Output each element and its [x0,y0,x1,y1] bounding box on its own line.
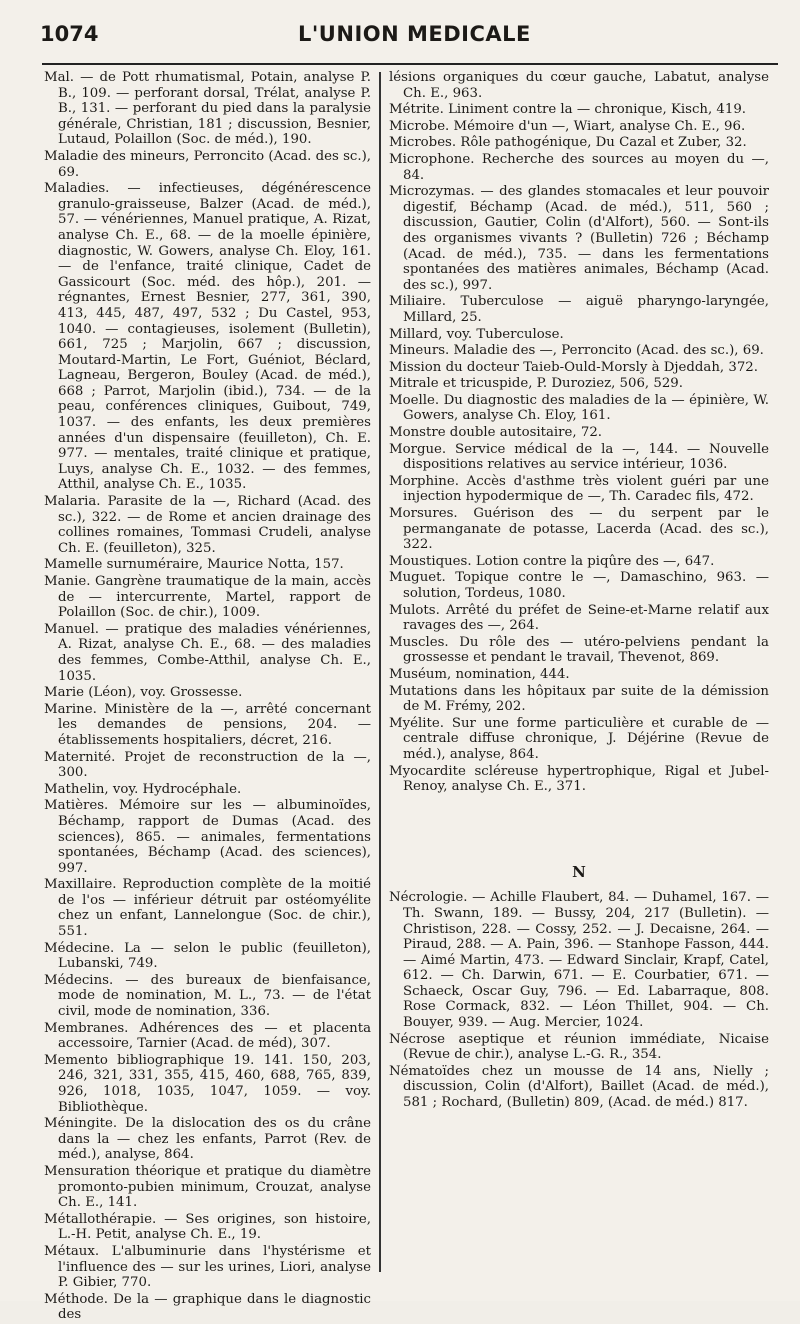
index-entry: lésions organiques du cœur gauche, Labatut, analyse Ch. E., 963. [389,70,769,101]
index-entry: Médecine. La — selon le public (feuilleton), Lubanski, 749. [44,940,371,972]
index-entry: Nématoïdes chez un mousse de 14 ans, Nielly ; discussion, Colin (d'Alfort), Baillet (Acad. de méd.), 581 ; Rochard, (Bulletin) 809, (Acad. de méd.) 817. [389,1063,769,1111]
index-entry: Métaux. L'albuminurie dans l'hystérisme et l'influence des — sur les urines, Liori, analyse P. Gibier, 770. [44,1243,371,1291]
index-entry: Morgue. Service médical de la —, 144. — Nouvelle dispositions relatives au service intérieur, 1036. [389,441,769,473]
index-entry: Muscles. Du rôle des — utéro-pelviens pendant la grossesse et pendant le travail, Thevenot, 869. [389,634,769,666]
index-entry: Méningite. De la dislocation des os du crâne dans la — chez les enfants, Parrot (Rev. de méd.), analyse, 864. [44,1116,371,1163]
page-number: 1074 [40,22,99,46]
index-entry: Membranes. Adhérences des — et placenta accessoire, Tarnier (Acad. de méd), 307. [44,1020,371,1052]
index-entry: Matières. Mémoire sur les — albuminoïdes, Béchamp, rapport de Dumas (Acad. des sciences), 865. — animales, fermentations spontanées, Béchamp (Acad. des sciences), 997. [44,798,371,876]
index-entry: Microphone. Recherche des sources au moyen du —, 84. [389,151,769,183]
index-entry: Myocardite scléreuse hypertrophique, Rigal et Jubel-Renoy, analyse Ch. E., 371. [389,763,769,795]
index-entry: Morsures. Guérison des — du serpent par le permanganate de potasse, Lacerda (Acad. des sc.), 322. [389,506,769,553]
index-entry: Maladie des mineurs, Perroncito (Acad. des sc.), 69. [44,148,371,180]
index-entry: Malaria. Parasite de la —, Richard (Acad. des sc.), 322. — de Rome et ancien drainage des collines romaines, Tommasi Crudeli, analyse Ch. E. (feuilleton), 325. [44,494,371,556]
index-entry: Manie. Gangrène traumatique de la main, accès de — intercurrente, Martel, rapport de Polaillon (Soc. de chir.), 1009. [44,574,371,621]
index-entry: Maladies. — infectieuses, dégénérescence granulo-graisseuse, Balzer (Acad. de méd.), 57. — vénériennes, Manuel pratique, A. Rizat, analyse Ch. E., 68. — de la moelle épinière, diagnostic, W. Gowers, analyse Ch. Eloy, 161. — de l'enfance, traité clinique, Cadet de Gassicourt (Soc. méd. des hôp.), 201. — régnantes, Ernest Besnier, 277, 361, 390, 413, 445, 487, 497, 532 ; Du Castel, 953, 1040. — contagieuses, isolement (Bulletin), 661, 725 ; Marjolin, 667 ; discussion, Moutard-Martin, Le Fort, Guéniot, Béclard, Lagneau, Bergeron, Bouley (Acad. de méd.), 668 ; Parrot, Marjolin (ibid.), 734. — de la peau, conférences cliniques, Guibout, 749, 1037. — des enfants, les deux premières années d'un dispensaire (feuilleton), Ch. E. 977. — mentales, traité clinique et pratique, Luys, analyse Ch. E., 1032. — des femmes, Atthil, analyse Ch. E., 1035. [44,181,371,493]
index-entry: Médecins. — des bureaux de bienfaisance, mode de nomination, M. L., 73. — de l'état civil, mode de nomination, 336. [44,972,371,1020]
index-entry: Maternité. Projet de reconstruction de la —, 300. [44,749,371,781]
index-entry: Moustiques. Lotion contre la piqûre des —, 647. [389,553,715,569]
index-entry: Microbes. Rôle pathogénique, Du Cazal et Zuber, 32. [389,135,747,151]
left-column [44,70,371,1324]
index-entry: Mamelle surnuméraire, Maurice Notta, 157. [44,557,344,573]
index-entry: Muséum, nomination, 444. [389,666,570,682]
index-entry: Métrite. Liniment contre la — chronique, Kisch, 419. [389,102,747,118]
page-header [0,0,800,58]
index-entry: Moelle. Du diagnostic des maladies de la — épinière, W. Gowers, analyse Ch. Eloy, 161. [389,392,769,424]
index-entry: Microzymas. — des glandes stomacales et leur pouvoir digestif, Béchamp (Acad. de méd.), 511, 560 ; discussion, Gautier, Colin (d'Alfort), 560. — Sont-ils des organismes vivants ? (Bulletin) 726 ; Béchamp (Acad. de méd.), 735. — dans les fermentations spontanées des matières animales, Béchamp (Acad. des sc.), 997. [389,184,769,293]
column-divider [379,72,381,1272]
index-entry: Maxillaire. Reproduction complète de la moitié de l'os — inférieur détruit par ostéomyélite chez un enfant, Lannelongue (Soc. de chir.), 551. [44,877,371,940]
right-column-m-entries [389,70,769,795]
index-entry: Nécrose aseptique et réunion immédiate, Nicaise (Revue de chir.), analyse L.-G. R., 354. [389,1031,769,1063]
index-entry: Memento bibliographique 19. 141. 150, 203, 246, 321, 331, 355, 415, 460, 688, 765, 839, 926, 1018, 1035, 1047, 1059. — voy. Bibliothèque. [44,1052,371,1115]
index-entry: Miliaire. Tuberculose — aiguë pharyngo-laryngée, Millard, 25. [389,294,769,325]
index-entry: Méthode. De la — graphique dans le diagnostic des [44,1291,371,1323]
index-entry: Millard, voy. Tuberculose. [389,326,564,342]
index-entry: Nécrologie. — Achille Flaubert, 84. — Duhamel, 167. — Th. Swann, 189. — Bussy, 204, 217 (Bulletin). — Christison, 228. — Cossy, 252. — J. Decaisne, 264. — Piraud, 288. — A. Pain, 396. — Stanhope Fasson, 444. — Aimé Martin, 473. — Edward Sinclair, Krapf, Catel, 612. — Ch. Darwin, 671. — E. Courbatier, 671. — Schaeck, Oscar Guy, 796. — Ed. Labarraque, 808. Rose Cormack, 832. — Léon Thillet, 904. — Ch. Bouyer, 939. — Aug. Mercier, 1024. [389,890,769,1031]
index-entry: Marie (Léon), voy. Grossesse. [44,685,243,701]
index-entry: Myélite. Sur une forme particulière et curable de — centrale diffuse chronique, J. Déjérine (Revue de méd.), analyse, 864. [389,715,769,762]
right-column-n-entries [389,890,769,1110]
index-entry: Mulots. Arrêté du préfet de Seine-et-Marne relatif aux ravages des —, 264. [389,602,769,634]
index-entry: Mission du docteur Taieb-Ould-Morsly à Djeddah, 372. [389,359,758,375]
index-entry: Muguet. Topique contre le —, Damaschino, 963. — solution, Tordeus, 1080. [389,570,769,601]
index-entry: Mal. — de Pott rhumatismal, Potain, analyse P. B., 109. — perforant dorsal, Trélat, analyse P. B., 131. — perforant du pied dans la paralysie générale, Christian, 181 ; discussion, Besnier, Lutaud, Polaillon (Soc. de méd.), 190. [44,70,371,148]
index-entry: Mineurs. Maladie des —, Perroncito (Acad. des sc.), 69. [389,343,764,359]
index-entry: Mutations dans les hôpitaux par suite de la démission de M. Frémy, 202. [389,683,769,715]
index-entry: Monstre double autositaire, 72. [389,425,603,441]
index-entry: Mensuration théorique et pratique du diamètre promonto-pubien minimum, Crouzat, analyse Ch. E., 141. [44,1163,371,1211]
index-entry: Microbe. Mémoire d'un —, Wiart, analyse Ch. E., 96. [389,118,746,134]
index-entry: Mathelin, voy. Hydrocéphale. [44,781,242,797]
header-rule [42,63,778,65]
index-entry: Mitrale et tricuspide, P. Duroziez, 506, 529. [389,376,683,392]
section-letter-n: N [572,862,586,881]
index-entry: Métallothérapie. — Ses origines, son histoire, L.-H. Petit, analyse Ch. E., 19. [44,1211,371,1243]
index-entry: Marine. Ministère de la —, arrêté concernant les demandes de pensions, 204. — établissements hospitaliers, décret, 216. [44,701,371,748]
journal-title: L'UNION MEDICALE [298,22,531,46]
index-entry: Manuel. — pratique des maladies vénériennes, A. Rizat, analyse Ch. E., 68. — des maladies des femmes, Combe-Atthil, analyse Ch. E., 1035. [44,621,371,684]
index-entry: Morphine. Accès d'asthme très violent guéri par une injection hypodermique de —, Th. Caradec fils, 472. [389,473,769,505]
right-column [389,70,769,1112]
